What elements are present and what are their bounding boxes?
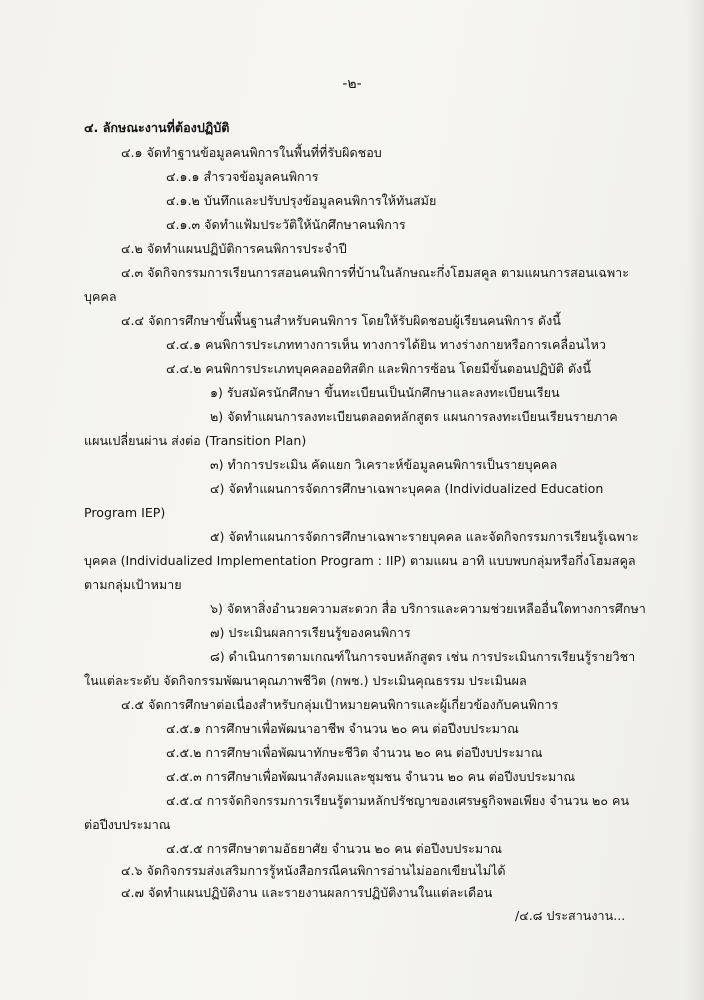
item-4-5-5: ๔.๕.๕ การศึกษาตามอัธยาศัย จำนวน ๒๐ คน ต่อปีงบประมาณ <box>166 841 502 856</box>
item-4-4: ๔.๔ จัดการศึกษาขั้นพื้นฐานสำหรับคนพิการ โดยให้รับผิดชอบผู้เรียนคนพิการ ดังนี้ <box>121 313 561 328</box>
item-4-5-2: ๔.๕.๒ การศึกษาเพื่อพัฒนาทักษะชีวิต จำนวน ๒๐ คน ต่อปีงบประมาณ <box>166 745 543 760</box>
item-4-4-1: ๔.๔.๑ คนพิการประเภททางการเห็น ทางการได้ยิน ทางร่างกายหรือการเคลื่อนไหว <box>166 337 606 352</box>
page-number: -๒- <box>342 76 362 92</box>
item-4-7: ๔.๗ จัดทำแผนปฏิบัติงาน และรายงานผลการปฏิบัติงานในแต่ละเดือน <box>121 885 493 900</box>
step-5: ๕) จัดทำแผนการจัดการศึกษาเฉพาะรายบุคคล และจัดกิจกรรมการเรียนรู้เฉพาะ <box>210 529 639 544</box>
step-8-cont: ในแต่ละระดับ จัดกิจกรรมพัฒนาคุณภาพชีวิต (กพช.) ประเมินคุณธรรม ประเมินผล <box>84 673 527 688</box>
step-5-cont: บุคคล (Individualized Implementation Program : IIP) ตามแผน อาทิ แบบพบกลุ่มหรือกึ่งโฮมสคูล <box>84 553 636 568</box>
step-4-cont: Program IEP) <box>84 505 166 520</box>
item-4-3: ๔.๓ จัดกิจกรรมการเรียนการสอนคนพิการที่บ้านในลักษณะกึ่งโฮมสคูล ตามแผนการสอนเฉพาะ <box>121 265 629 280</box>
step-3: ๓) ทำการประเมิน คัดแยก วิเคราะห์ข้อมูลคนพิการเป็นรายบุคคล <box>210 457 558 472</box>
item-4-5: ๔.๕ จัดการศึกษาต่อเนื่องสำหรับกลุ่มเป้าหมายคนพิการและผู้เกี่ยวข้องกับคนพิการ <box>121 697 559 712</box>
step-8: ๘) ดำเนินการตามเกณฑ์ในการจบหลักสูตร เช่น การประเมินการเรียนรู้รายวิชา <box>210 649 636 664</box>
step-5-cont2: ตามกลุ่มเป้าหมาย <box>84 577 182 592</box>
step-1: ๑) รับสมัครนักศึกษา ขึ้นทะเบียนเป็นนักศึกษาและลงทะเบียนเรียน <box>210 385 560 400</box>
item-4-5-4-cont: ต่อปีงบประมาณ <box>84 817 171 832</box>
step-7: ๗) ประเมินผลการเรียนรู้ของคนพิการ <box>210 625 411 640</box>
item-4-2: ๔.๒ จัดทำแผนปฏิบัติการคนพิการประจำปี <box>121 241 347 256</box>
item-4-1-3: ๔.๑.๓ จัดทำแฟ้มประวัติให้นักศึกษาคนพิการ <box>166 217 406 232</box>
step-4: ๔) จัดทำแผนการจัดการศึกษาเฉพาะบุคคล (Individualized Education <box>210 481 604 496</box>
item-4-1-1: ๔.๑.๑ สำรวจข้อมูลคนพิการ <box>166 169 319 184</box>
step-6: ๖) จัดหาสิ่งอำนวยความสะดวก สื่อ บริการและความช่วยเหลืออื่นใดทางการศึกษา <box>210 601 646 616</box>
item-4-4-2: ๔.๔.๒ คนพิการประเภทบุคคลออทิสติก และพิการซ้อน โดยมีขั้นตอนปฏิบัติ ดังนี้ <box>166 361 591 376</box>
item-4-5-3: ๔.๕.๓ การศึกษาเพื่อพัฒนาสังคมและชุมชน จำนวน ๒๐ คน ต่อปีงบประมาณ <box>166 769 576 784</box>
item-4-5-4: ๔.๕.๔ การจัดกิจกรรมการเรียนรู้ตามหลักปรัชญาของเศรษฐกิจพอเพียง จำนวน ๒๐ คน <box>166 793 630 808</box>
step-2: ๒) จัดทำแผนการลงทะเบียนตลอดหลักสูตร แผนการลงทะเบียนเรียนรายภาค <box>210 409 618 424</box>
item-4-3-cont: บุคคล <box>84 289 117 304</box>
page-shadow <box>686 0 704 1000</box>
section-heading: ๔. ลักษณะงานที่ต้องปฏิบัติ <box>84 120 230 135</box>
continuation-note: /๔.๘ ประสานงาน... <box>515 908 626 923</box>
item-4-5-1: ๔.๕.๑ การศึกษาเพื่อพัฒนาอาชีพ จำนวน ๒๐ คน ต่อปีงบประมาณ <box>166 721 519 736</box>
item-4-1-2: ๔.๑.๒ บันทึกและปรับปรุงข้อมูลคนพิการให้ทันสมัย <box>166 193 437 208</box>
item-4-1: ๔.๑ จัดทำฐานข้อมูลคนพิการในพื้นที่ที่รับผิดชอบ <box>121 145 382 160</box>
step-2-cont: แผนเปลี่ยนผ่าน ส่งต่อ (Transition Plan) <box>84 433 307 448</box>
item-4-6: ๔.๖ จัดกิจกรรมส่งเสริมการรู้หนังสือกรณีคนพิการอ่านไม่ออกเขียนไม่ได้ <box>121 863 506 878</box>
